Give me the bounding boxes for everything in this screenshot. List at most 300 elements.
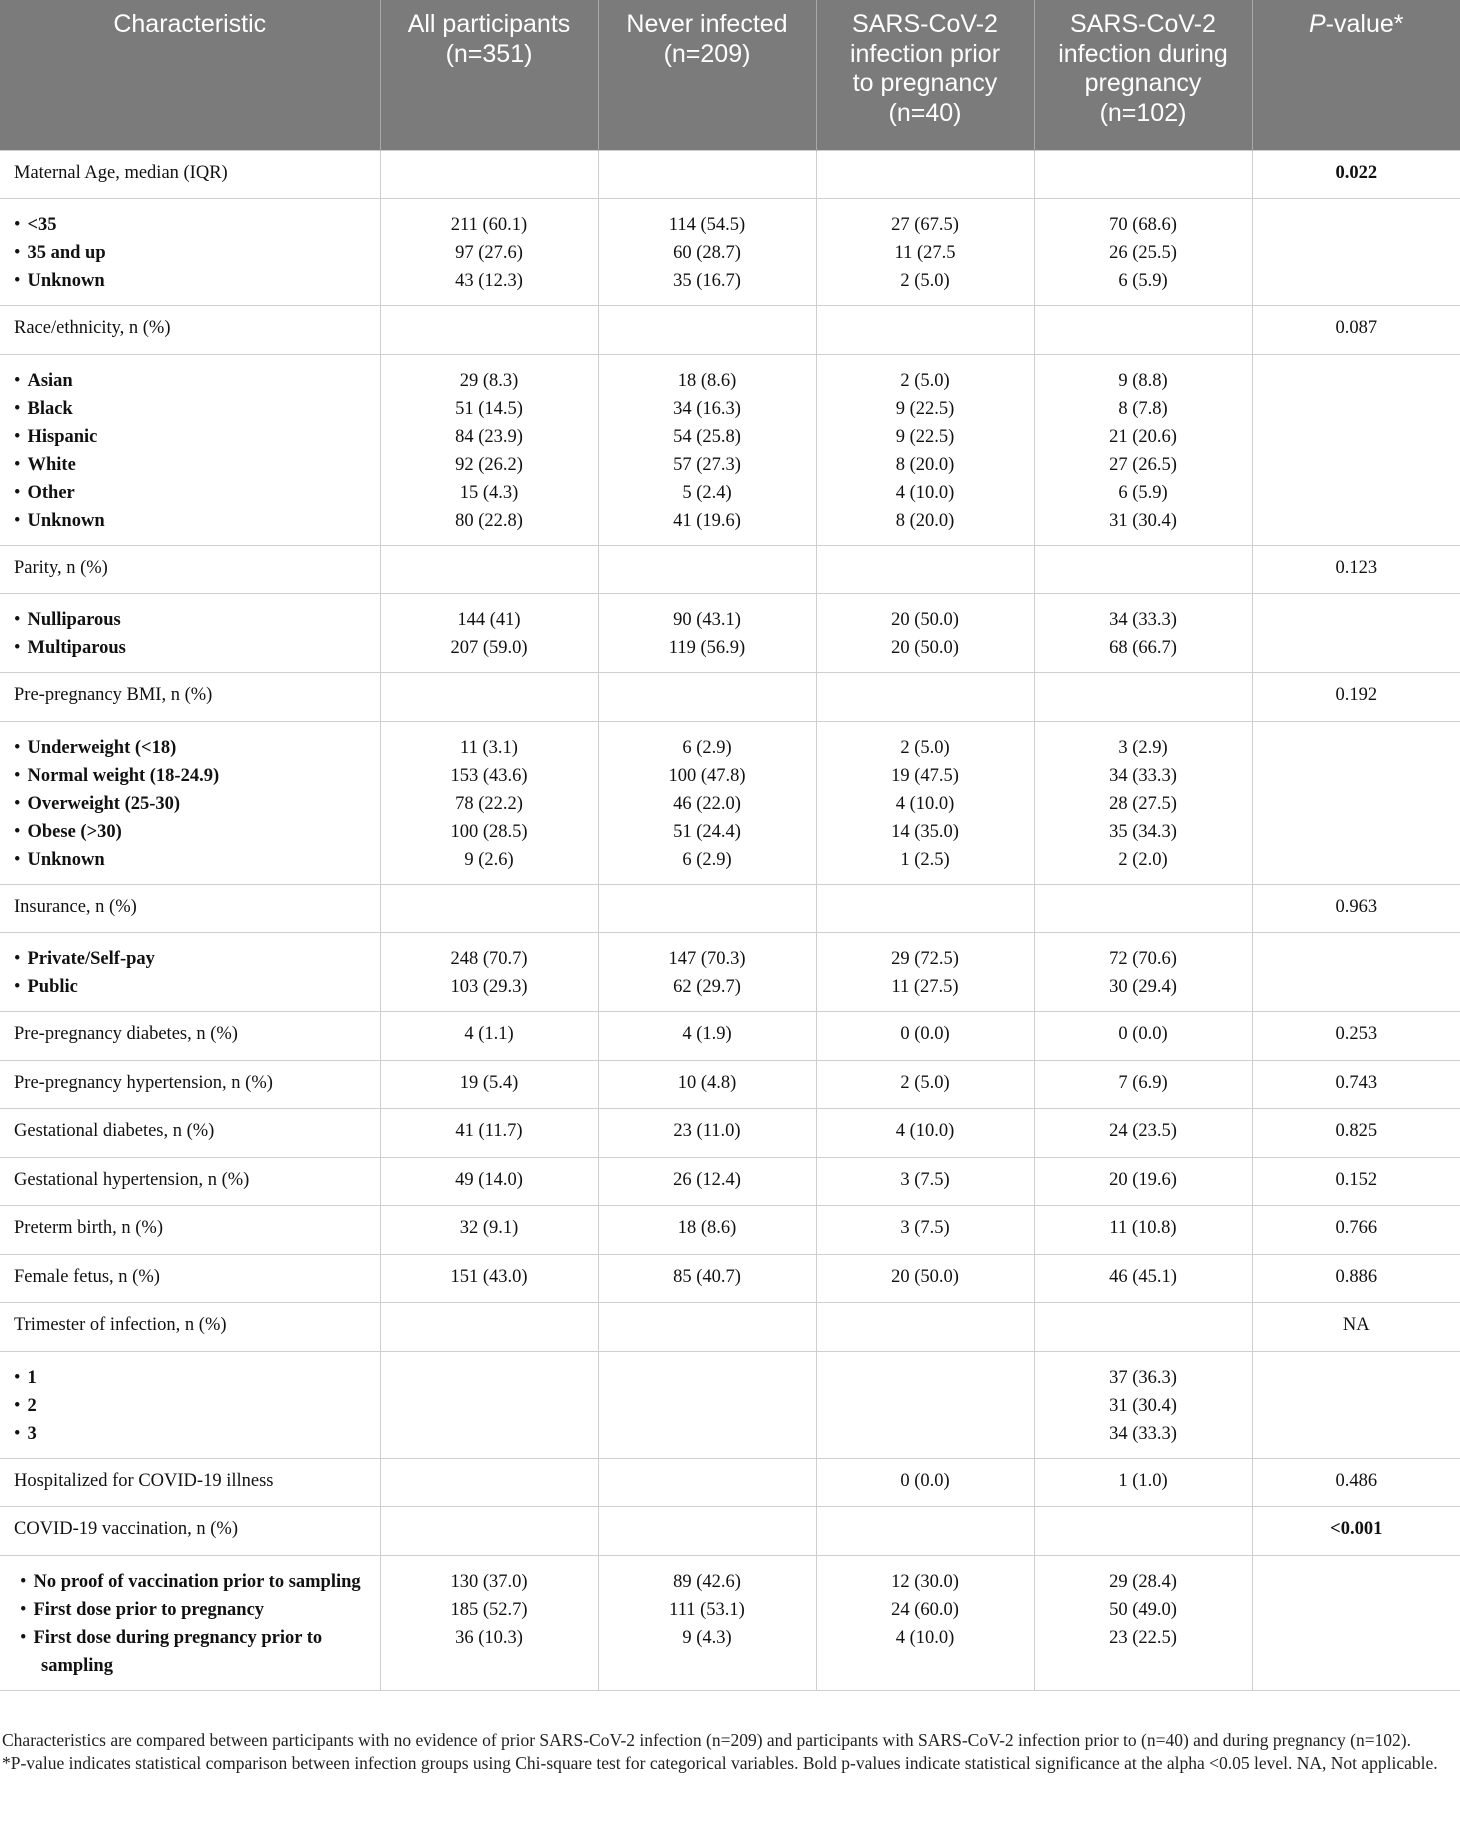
subcategory-all-values xyxy=(380,199,598,306)
subcategory-label: Unknown xyxy=(27,271,105,291)
cell-during: 20 (19.6) xyxy=(1034,1157,1252,1206)
value-during: 26 (25.5) xyxy=(1109,243,1177,263)
subcategory-all-values xyxy=(380,354,598,545)
section-label: Female fetus, n (%) xyxy=(0,1254,380,1303)
value-never: 111 (53.1) xyxy=(669,1599,745,1620)
value-during: 2 (2.0) xyxy=(1118,849,1168,870)
subcategory-p-empty xyxy=(1252,354,1460,545)
subcategory-labels xyxy=(0,594,380,673)
cell-during: 11 (10.8) xyxy=(1034,1206,1252,1255)
subcategory-all-values xyxy=(380,721,598,884)
subcategory-item xyxy=(8,818,374,846)
cell-never xyxy=(598,673,816,722)
subcategory-row xyxy=(0,199,1460,306)
subcategory-label: Unknown xyxy=(27,849,105,870)
bullet-icon: • xyxy=(14,1367,21,1388)
cell-all xyxy=(380,150,598,199)
value-never xyxy=(605,1420,810,1448)
subcategory-item xyxy=(8,762,374,790)
subcategory-item xyxy=(8,395,374,423)
value-all: 100 (28.5) xyxy=(450,821,528,842)
subcategory-label: Hispanic xyxy=(27,426,98,447)
subcategory-prior-values xyxy=(816,354,1034,545)
value-prior: 11 (27.5 xyxy=(894,243,956,263)
subcategory-item xyxy=(8,973,374,1001)
cell-during xyxy=(1034,884,1252,933)
subcategory-label: Private/Self-pay xyxy=(27,949,155,969)
vaccination-labels xyxy=(0,1555,380,1690)
section-label: Maternal Age, median (IQR) xyxy=(0,150,380,199)
cell-all: 49 (14.0) xyxy=(380,1157,598,1206)
cell-all: 4 (1.1) xyxy=(380,1012,598,1061)
subcategory-row xyxy=(0,594,1460,673)
table-footnotes xyxy=(0,1729,1460,1774)
p-value-cell: 0.886 xyxy=(1252,1254,1460,1303)
section-label: Pre-pregnancy diabetes, n (%) xyxy=(0,1012,380,1061)
vaccination-item xyxy=(8,1596,374,1624)
vaccination-prior-values xyxy=(816,1555,1034,1690)
subcategory-label: 3 xyxy=(27,1423,37,1444)
subcategory-labels xyxy=(0,933,380,1012)
subcategory-p-empty xyxy=(1252,721,1460,884)
value-prior: 27 (67.5) xyxy=(891,215,959,235)
bullet-icon: • xyxy=(14,849,21,870)
subcategory-labels xyxy=(0,1351,380,1458)
value-never: 46 (22.0) xyxy=(673,793,741,814)
value-never: 34 (16.3) xyxy=(673,398,741,419)
value-all: 97 (27.6) xyxy=(455,243,523,263)
bullet-icon: • xyxy=(14,215,21,235)
subcategory-row xyxy=(0,1351,1460,1458)
cell-never xyxy=(598,884,816,933)
vaccination-never-values xyxy=(598,1555,816,1690)
cell-prior: 20 (50.0) xyxy=(816,1254,1034,1303)
bullet-icon: • xyxy=(14,821,21,842)
value-prior: 29 (72.5) xyxy=(891,949,959,969)
subcategory-label: Underweight (<18) xyxy=(27,737,177,758)
subcategory-never-values xyxy=(598,199,816,306)
subcategory-never-values xyxy=(598,594,816,673)
value-during: 31 (30.4) xyxy=(1109,510,1177,531)
value-during: 50 (49.0) xyxy=(1109,1599,1177,1620)
cell-prior xyxy=(816,673,1034,722)
subcategory-never-values xyxy=(598,1351,816,1458)
bullet-icon: • xyxy=(14,426,21,447)
subcategory-item xyxy=(8,846,374,874)
cell-prior xyxy=(816,1303,1034,1352)
cell-never xyxy=(598,1303,816,1352)
subcategory-label: Obese (>30) xyxy=(27,821,122,842)
subcategory-during-values xyxy=(1034,933,1252,1012)
subcategory-item xyxy=(8,634,374,662)
header-infection-during: SARS-CoV-2 infection during pregnancy (n=102) xyxy=(1034,0,1252,150)
value-all xyxy=(387,1392,592,1420)
subcategory-prior-values xyxy=(816,721,1034,884)
footnote-p-value: *P-value indicates statistical comparison between infection groups using Chi-square test for categorical variables. Bold p-values indicate statistical significance at the alpha <0.05 level. NA, Not applicable. xyxy=(2,1752,1438,1773)
value-during: 68 (66.7) xyxy=(1109,638,1177,658)
subcategory-item xyxy=(8,239,374,267)
cell-all: 151 (43.0) xyxy=(380,1254,598,1303)
cell-all xyxy=(380,884,598,933)
cell-never: 4 (1.9) xyxy=(598,1012,816,1061)
value-during: 31 (30.4) xyxy=(1109,1395,1177,1416)
vaccination-all-values xyxy=(380,1555,598,1690)
value-never: 114 (54.5) xyxy=(668,215,746,235)
cell-prior xyxy=(816,306,1034,355)
value-never: 51 (24.4) xyxy=(673,821,741,842)
value-prior: 2 (5.0) xyxy=(900,737,950,758)
cell-prior xyxy=(816,150,1034,199)
section-label: Trimester of infection, n (%) xyxy=(0,1303,380,1352)
subcategory-never-values xyxy=(598,354,816,545)
section-row xyxy=(0,1157,1460,1206)
value-all: 84 (23.9) xyxy=(455,426,523,447)
section-row xyxy=(0,1060,1460,1109)
cell-during xyxy=(1034,545,1252,594)
p-letter: P xyxy=(1308,10,1326,38)
section-label: Hospitalized for COVID-19 illness xyxy=(0,1458,380,1507)
section-row xyxy=(0,1012,1460,1061)
value-never: 62 (29.7) xyxy=(673,977,741,997)
value-never: 6 (2.9) xyxy=(682,849,732,870)
section-label: Parity, n (%) xyxy=(0,545,380,594)
value-during: 27 (26.5) xyxy=(1109,454,1177,475)
subcategory-during-values xyxy=(1034,721,1252,884)
subcategory-item xyxy=(8,367,374,395)
value-during: 9 (8.8) xyxy=(1118,370,1168,391)
section-row xyxy=(0,306,1460,355)
value-never: 5 (2.4) xyxy=(682,482,732,503)
value-all: 153 (43.6) xyxy=(450,765,528,786)
cell-prior xyxy=(816,884,1034,933)
subcategory-label: <35 xyxy=(27,215,57,235)
subcategory-item xyxy=(8,1392,374,1420)
subcategory-all-values xyxy=(380,594,598,673)
subcategory-item xyxy=(8,1364,374,1392)
value-prior: 2 (5.0) xyxy=(900,271,950,291)
section-label: Gestational diabetes, n (%) xyxy=(0,1109,380,1158)
value-never: 54 (25.8) xyxy=(673,426,741,447)
cell-prior xyxy=(816,1507,1034,1556)
section-row xyxy=(0,1254,1460,1303)
value-all: 43 (12.3) xyxy=(455,271,523,291)
cell-all xyxy=(380,1303,598,1352)
cell-prior xyxy=(816,545,1034,594)
cell-prior: 0 (0.0) xyxy=(816,1458,1034,1507)
value-all: 248 (70.7) xyxy=(450,949,528,969)
value-prior: 4 (10.0) xyxy=(895,482,955,503)
header-row xyxy=(0,0,1460,150)
value-during: 28 (27.5) xyxy=(1109,793,1177,814)
value-prior: 2 (5.0) xyxy=(900,370,950,391)
section-label: COVID-19 vaccination, n (%) xyxy=(0,1507,380,1556)
value-during: 35 (34.3) xyxy=(1109,821,1177,842)
subcategory-label: Asian xyxy=(27,370,73,391)
value-never xyxy=(605,1364,810,1392)
subcategory-item xyxy=(8,267,374,295)
subcategory-never-values xyxy=(598,721,816,884)
value-during: 72 (70.6) xyxy=(1109,949,1177,969)
subcategory-prior-values xyxy=(816,594,1034,673)
value-never: 119 (56.9) xyxy=(668,638,746,658)
value-prior: 11 (27.5) xyxy=(891,977,959,997)
vaccination-item xyxy=(8,1624,374,1680)
subcategory-item xyxy=(8,606,374,634)
p-value-cell: 0.766 xyxy=(1252,1206,1460,1255)
section-row xyxy=(0,673,1460,722)
footnote-comparison: Characteristics are compared between participants with no evidence of prior SARS-CoV-2 infection (n=209) and participants with SARS-CoV-2 infection prior to (n=40) and during pregnancy (n=102). xyxy=(2,1730,1412,1750)
value-all xyxy=(387,1420,592,1448)
subcategory-never-values xyxy=(598,933,816,1012)
section-label: Preterm birth, n (%) xyxy=(0,1206,380,1255)
bullet-icon: • xyxy=(14,510,21,531)
subcategory-label: Normal weight (18-24.9) xyxy=(27,765,220,786)
value-during: 3 (2.9) xyxy=(1118,737,1168,758)
value-all: 15 (4.3) xyxy=(459,482,519,503)
bullet-icon: • xyxy=(14,977,21,997)
value-all: 130 (37.0) xyxy=(450,1571,528,1592)
cell-during: 1 (1.0) xyxy=(1034,1458,1252,1507)
section-label: Pre-pregnancy BMI, n (%) xyxy=(0,673,380,722)
bullet-icon: • xyxy=(14,737,21,758)
value-all: 78 (22.2) xyxy=(455,793,523,814)
cell-during: 0 (0.0) xyxy=(1034,1012,1252,1061)
value-all: 29 (8.3) xyxy=(459,370,519,391)
subcategory-label: 35 and up xyxy=(27,243,106,263)
subcategory-item xyxy=(8,734,374,762)
value-prior: 4 (10.0) xyxy=(895,1627,955,1648)
subcategory-item xyxy=(8,1420,374,1448)
value-all: 103 (29.3) xyxy=(450,977,528,997)
value-prior: 8 (20.0) xyxy=(895,510,955,531)
cell-all: 19 (5.4) xyxy=(380,1060,598,1109)
bullet-icon: • xyxy=(14,398,21,419)
section-row xyxy=(0,884,1460,933)
p-value-cell: 0.743 xyxy=(1252,1060,1460,1109)
subcategory-item xyxy=(8,211,374,239)
value-all: 9 (2.6) xyxy=(464,849,514,870)
value-during: 6 (5.9) xyxy=(1118,482,1168,503)
cell-never xyxy=(598,1458,816,1507)
value-prior: 24 (60.0) xyxy=(891,1599,959,1620)
subcategory-item xyxy=(8,423,374,451)
value-prior: 20 (50.0) xyxy=(891,610,959,630)
value-during: 34 (33.3) xyxy=(1109,765,1177,786)
subcategory-p-empty xyxy=(1252,199,1460,306)
value-all: 36 (10.3) xyxy=(455,1627,523,1648)
cell-all xyxy=(380,545,598,594)
subcategory-label: Unknown xyxy=(27,510,105,531)
bullet-icon: • xyxy=(14,271,21,291)
cell-during: 46 (45.1) xyxy=(1034,1254,1252,1303)
cell-during xyxy=(1034,150,1252,199)
section-row xyxy=(0,1303,1460,1352)
p-value-cell: 0.123 xyxy=(1252,545,1460,594)
value-during: 29 (28.4) xyxy=(1109,1571,1177,1592)
vaccination-label: First dose during pregnancy prior to sampling xyxy=(33,1627,323,1676)
header-all-participants: All participants (n=351) xyxy=(380,0,598,150)
cell-prior: 0 (0.0) xyxy=(816,1012,1034,1061)
value-prior xyxy=(823,1420,1028,1448)
subcategory-item xyxy=(8,507,374,535)
subcategory-label: Overweight (25-30) xyxy=(27,793,181,814)
subcategory-item xyxy=(8,790,374,818)
cell-never: 23 (11.0) xyxy=(598,1109,816,1158)
value-during: 23 (22.5) xyxy=(1109,1627,1177,1648)
bullet-icon: • xyxy=(14,610,21,630)
value-during: 30 (29.4) xyxy=(1109,977,1177,997)
value-prior xyxy=(823,1392,1028,1420)
cell-all xyxy=(380,673,598,722)
value-all: 51 (14.5) xyxy=(455,398,523,419)
value-prior: 1 (2.5) xyxy=(900,849,950,870)
value-during: 8 (7.8) xyxy=(1118,398,1168,419)
vaccination-p-empty xyxy=(1252,1555,1460,1690)
table-body xyxy=(0,150,1460,1690)
cell-all xyxy=(380,1458,598,1507)
bullet-icon: • xyxy=(20,1571,27,1592)
p-value-cell: 0.253 xyxy=(1252,1012,1460,1061)
value-during: 34 (33.3) xyxy=(1109,610,1177,630)
cell-during xyxy=(1034,306,1252,355)
value-never: 90 (43.1) xyxy=(673,610,741,630)
p-value-cell: 0.963 xyxy=(1252,884,1460,933)
cell-never xyxy=(598,306,816,355)
header-never-infected: Never infected (n=209) xyxy=(598,0,816,150)
bullet-icon: • xyxy=(14,949,21,969)
bullet-icon: • xyxy=(14,638,21,658)
section-row xyxy=(0,1109,1460,1158)
vaccination-label: First dose prior to pregnancy xyxy=(33,1599,265,1620)
cell-never: 18 (8.6) xyxy=(598,1206,816,1255)
value-prior: 9 (22.5) xyxy=(895,426,955,447)
cell-during: 7 (6.9) xyxy=(1034,1060,1252,1109)
bullet-icon: • xyxy=(14,793,21,814)
cell-all: 41 (11.7) xyxy=(380,1109,598,1158)
bullet-icon: • xyxy=(20,1599,27,1620)
p-value-cell: NA xyxy=(1252,1303,1460,1352)
value-never: 41 (19.6) xyxy=(673,510,741,531)
value-never: 57 (27.3) xyxy=(673,454,741,475)
bullet-icon: • xyxy=(14,454,21,475)
value-all: 207 (59.0) xyxy=(450,638,528,658)
subcategory-row xyxy=(0,354,1460,545)
subcategory-prior-values xyxy=(816,199,1034,306)
value-during: 70 (68.6) xyxy=(1109,215,1177,235)
cell-during xyxy=(1034,1303,1252,1352)
header-characteristic: Characteristic xyxy=(0,0,380,150)
p-value-suffix: -value* xyxy=(1325,10,1404,38)
subcategory-during-values xyxy=(1034,354,1252,545)
cell-all xyxy=(380,306,598,355)
value-never: 60 (28.7) xyxy=(673,243,741,263)
subcategory-labels xyxy=(0,721,380,884)
p-value-cell: 0.192 xyxy=(1252,673,1460,722)
bullet-icon: • xyxy=(14,370,21,391)
subcategory-all-values xyxy=(380,1351,598,1458)
cell-prior: 4 (10.0) xyxy=(816,1109,1034,1158)
subcategory-label: 1 xyxy=(27,1367,37,1388)
vaccination-item xyxy=(8,1568,374,1596)
cell-during xyxy=(1034,673,1252,722)
subcategory-item xyxy=(8,479,374,507)
subcategory-during-values xyxy=(1034,199,1252,306)
value-all: 11 (3.1) xyxy=(460,737,518,758)
cell-never xyxy=(598,150,816,199)
p-value-cell: <0.001 xyxy=(1252,1507,1460,1556)
p-value-cell: 0.486 xyxy=(1252,1458,1460,1507)
value-never: 9 (4.3) xyxy=(682,1627,732,1648)
value-prior: 19 (47.5) xyxy=(891,765,959,786)
subcategory-label: Public xyxy=(27,977,78,997)
value-never: 18 (8.6) xyxy=(677,370,737,391)
p-value-cell: 0.087 xyxy=(1252,306,1460,355)
subcategory-during-values xyxy=(1034,594,1252,673)
vaccination-subcategory-row xyxy=(0,1555,1460,1690)
cell-during xyxy=(1034,1507,1252,1556)
bullet-icon: • xyxy=(14,1395,21,1416)
value-during: 21 (20.6) xyxy=(1109,426,1177,447)
cell-prior: 3 (7.5) xyxy=(816,1206,1034,1255)
value-prior: 20 (50.0) xyxy=(891,638,959,658)
cell-never xyxy=(598,1507,816,1556)
value-all: 92 (26.2) xyxy=(455,454,523,475)
cell-never: 10 (4.8) xyxy=(598,1060,816,1109)
value-all: 144 (41) xyxy=(457,610,521,630)
section-label: Insurance, n (%) xyxy=(0,884,380,933)
value-never: 89 (42.6) xyxy=(673,1571,741,1592)
value-during: 37 (36.3) xyxy=(1109,1367,1177,1388)
subcategory-label: 2 xyxy=(27,1395,37,1416)
section-label: Gestational hypertension, n (%) xyxy=(0,1157,380,1206)
subcategory-prior-values xyxy=(816,933,1034,1012)
subcategory-row xyxy=(0,933,1460,1012)
section-row xyxy=(0,1206,1460,1255)
section-row xyxy=(0,1507,1460,1556)
section-row xyxy=(0,1458,1460,1507)
subcategory-p-empty xyxy=(1252,594,1460,673)
p-value-cell: 0.152 xyxy=(1252,1157,1460,1206)
cell-prior: 2 (5.0) xyxy=(816,1060,1034,1109)
subcategory-p-empty xyxy=(1252,1351,1460,1458)
cell-during: 24 (23.5) xyxy=(1034,1109,1252,1158)
subcategory-prior-values xyxy=(816,1351,1034,1458)
section-row xyxy=(0,150,1460,199)
bullet-icon: • xyxy=(14,482,21,503)
p-value-cell: 0.022 xyxy=(1252,150,1460,199)
subcategory-item xyxy=(8,945,374,973)
cell-prior: 3 (7.5) xyxy=(816,1157,1034,1206)
subcategory-label: Other xyxy=(27,482,75,503)
header-p-value xyxy=(1252,0,1460,150)
subcategory-label: Black xyxy=(27,398,73,419)
section-label: Race/ethnicity, n (%) xyxy=(0,306,380,355)
cell-all xyxy=(380,1507,598,1556)
value-all: 185 (52.7) xyxy=(450,1599,528,1620)
bullet-icon: • xyxy=(20,1627,27,1648)
subcategory-all-values xyxy=(380,933,598,1012)
subcategory-label: Nulliparous xyxy=(27,610,121,630)
value-prior: 14 (35.0) xyxy=(891,821,959,842)
value-never: 147 (70.3) xyxy=(668,949,746,969)
cell-all: 32 (9.1) xyxy=(380,1206,598,1255)
cell-never: 85 (40.7) xyxy=(598,1254,816,1303)
cell-never xyxy=(598,545,816,594)
value-never: 35 (16.7) xyxy=(673,271,741,291)
subcategory-during-values xyxy=(1034,1351,1252,1458)
vaccination-during-values xyxy=(1034,1555,1252,1690)
subcategory-labels xyxy=(0,354,380,545)
